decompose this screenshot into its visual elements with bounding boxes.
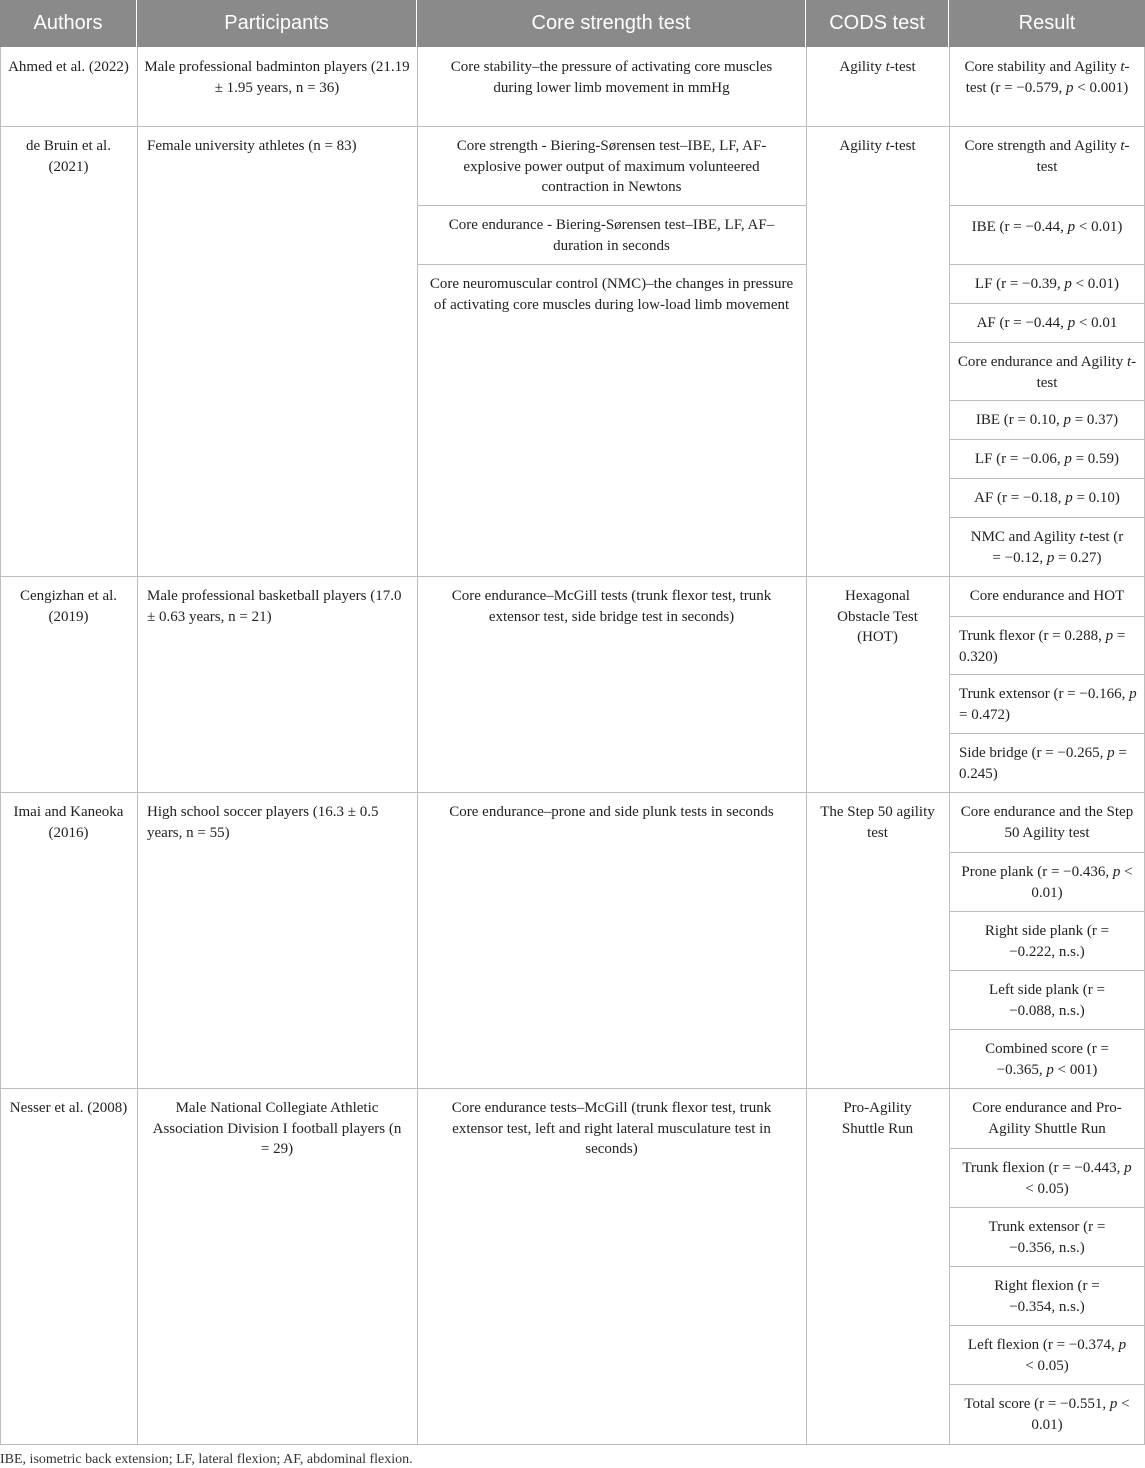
result-cell: Core endurance and Pro-Agility Shuttle Run: [972, 1100, 1122, 1137]
core-test-cell: Core endurance–McGill tests (trunk flexor test, trunk extensor test, side bridge test in seconds): [451, 588, 772, 625]
table-footnote: IBE, isometric back extension; LF, lateral flexion; AF, abdominal flexion.: [0, 1452, 413, 1467]
result-cell: Left flexion (r = −0.374, p < 0.05): [967, 1337, 1127, 1374]
core-test-cell: Core endurance - Biering-Sørensen test–IBE, LF, AF–duration in seconds: [448, 217, 775, 254]
result-cell: Core endurance and HOT: [969, 588, 1125, 604]
participants-cell: Male professional basketball players (17.0 ± 0.63 years, n = 21): [147, 588, 402, 625]
header-result: Result: [949, 0, 1145, 47]
result-cell: Combined score (r = −0.365, p < 001): [985, 1041, 1109, 1078]
core-test-cell: Core endurance tests–McGill (trunk flexor test, trunk extensor test, left and right lateral musculature test in seconds): [451, 1100, 772, 1157]
result-cell: Side bridge (r = −0.265, p = 0.245): [959, 745, 1127, 782]
author-cell: Nesser et al. (2008): [9, 1100, 128, 1116]
result-cell: IBE (r = 0.10, p = 0.37): [975, 412, 1119, 428]
result-cell: Total score (r = −0.551, p < 0.01): [964, 1396, 1130, 1433]
core-test-cell: Core strength - Biering-Sørensen test–IBE, LF, AF-explosive power output of maximum volunteered contraction in Newtons: [456, 138, 767, 195]
result-cell: Trunk flexor (r = 0.288, p = 0.320): [959, 628, 1126, 665]
result-cell: AF (r = −0.18, p = 0.10): [974, 490, 1120, 506]
cods-cell: Agility t-test: [839, 59, 916, 75]
author-cell: de Bruin et al. (2021): [26, 138, 111, 175]
cods-cell: The Step 50 agility test: [820, 804, 935, 841]
result-cell: IBE (r = −0.44, p < 0.01): [971, 219, 1123, 235]
row-divider: [0, 1444, 1145, 1445]
participants-cell: High school soccer players (16.3 ± 0.5 years, n = 55): [147, 804, 379, 841]
author-cell: Imai and Kaneoka (2016): [13, 804, 124, 841]
cods-cell: Agility t-test: [839, 138, 916, 154]
cods-cell: Hexagonal Obstacle Test (HOT): [837, 588, 918, 645]
result-cell: Core strength and Agility t-test: [964, 138, 1130, 175]
result-cell: Right side plank (r = −0.222, n.s.): [984, 923, 1110, 960]
participants-cell: Male National Collegiate Athletic Association Division I football players (n = 29): [152, 1100, 402, 1157]
participants-cell: Male professional badminton players (21.19 ± 1.95 years, n = 36): [144, 59, 410, 96]
header-participants: Participants: [137, 0, 417, 47]
result-cell: Trunk extensor (r = −0.356, n.s.): [988, 1219, 1106, 1256]
result-cell: NMC and Agility t-test (r = −0.12, p = 0.27): [970, 529, 1124, 566]
result-cell: LF (r = −0.39, p < 0.01): [974, 276, 1120, 292]
result-cell: Core endurance and Agility t-test: [957, 354, 1137, 391]
result-cell: AF (r = −0.44, p < 0.01: [976, 315, 1118, 331]
participants-cell: Female university athletes (n = 83): [147, 138, 357, 154]
header-core-strength-test: Core strength test: [417, 0, 806, 47]
core-test-cell: Core stability–the pressure of activating core muscles during lower limb movement in mmHg: [450, 59, 773, 96]
core-test-cell: Core endurance–prone and side plunk tests in seconds: [449, 804, 774, 820]
result-cell: LF (r = −0.06, p = 0.59): [974, 451, 1120, 467]
result-cell: Prone plank (r = −0.436, p < 0.01): [961, 864, 1133, 901]
author-cell: Ahmed et al. (2022): [8, 59, 129, 75]
result-cell: Core endurance and the Step 50 Agility test: [960, 804, 1134, 841]
result-cell: Trunk extensor (r = −0.166, p = 0.472): [959, 686, 1137, 723]
result-cell: Right flexion (r = −0.354, n.s.): [994, 1278, 1100, 1315]
header-authors: Authors: [0, 0, 137, 47]
result-cell: Left side plank (r = −0.088, n.s.): [989, 982, 1105, 1019]
result-cell: Trunk flexion (r = −0.443, p < 0.05): [962, 1160, 1132, 1197]
header-cods-test: CODS test: [806, 0, 949, 47]
cods-cell: Pro-Agility Shuttle Run: [841, 1100, 914, 1137]
author-cell: Cengizhan et al. (2019): [19, 588, 118, 625]
core-test-cell: Core neuromuscular control (NMC)–the changes in pressure of activating core muscles during low-load limb movement: [429, 276, 794, 313]
result-cell: Core stability and Agility t-test (r = −0.579, p < 0.001): [964, 59, 1130, 96]
